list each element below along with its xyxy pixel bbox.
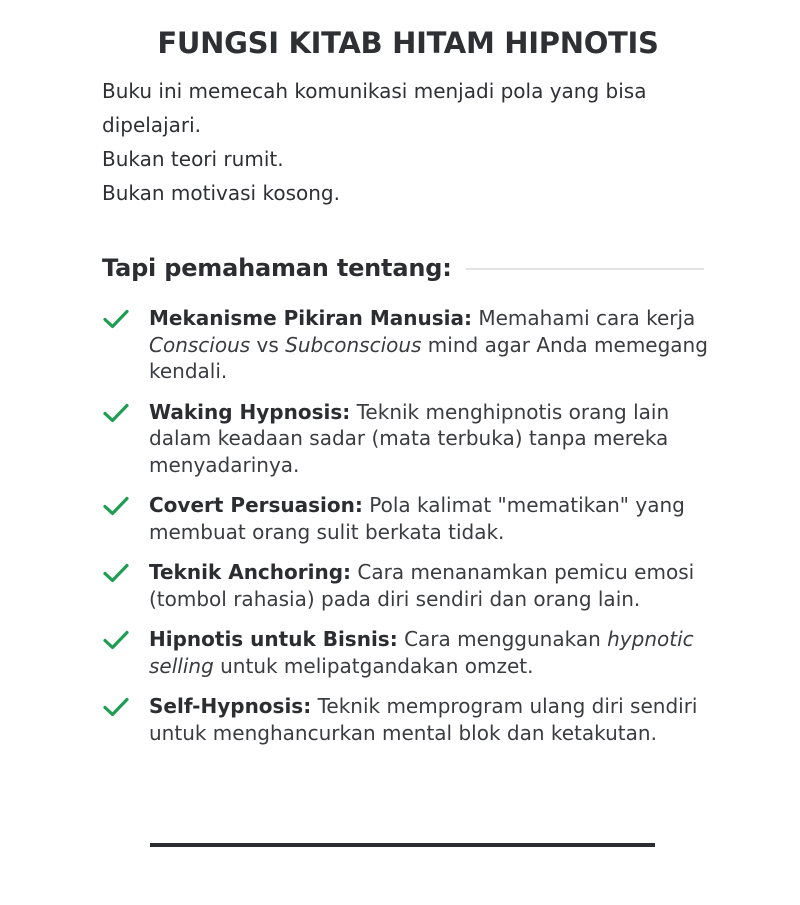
feature-text [149, 559, 712, 612]
feature-title: Mekanisme Pikiran Manusia: [149, 306, 472, 330]
feature-description: mind agar Anda memegang kendali. [149, 332, 708, 383]
feature-item-waking-hypnosis [102, 399, 712, 479]
feature-title: Hipnotis untuk Bisnis: [149, 627, 398, 651]
feature-text [149, 305, 712, 385]
feature-list [102, 305, 712, 760]
check-icon [102, 629, 130, 651]
feature-emphasis: Conscious [149, 332, 251, 357]
bottom-divider [150, 843, 655, 847]
feature-description: Teknik menghipnotis orang lain dalam keadaan sadar (mata terbuka) tanpa mereka menyadarinya. [149, 399, 670, 477]
feature-item-anchoring [102, 559, 712, 612]
feature-item-self-hypnosis [102, 693, 712, 746]
feature-description: untuk melipatgandakan omzet. [213, 653, 534, 678]
feature-emphasis: Subconscious [285, 332, 422, 357]
feature-title: Covert Persuasion: [149, 493, 363, 517]
check-icon [102, 308, 130, 330]
feature-text [149, 693, 712, 746]
feature-title: Teknik Anchoring: [149, 560, 352, 584]
feature-text [149, 492, 712, 545]
intro-line: Bukan motivasi kosong. [102, 181, 340, 205]
feature-description: Cara menggunakan [397, 627, 608, 651]
feature-title: Self-Hypnosis: [149, 694, 312, 718]
intro-line: Buku ini memecah komunikasi menjadi pola yang bisa dipelajari. [102, 79, 647, 137]
intro-line: Bukan teori rumit. [102, 147, 284, 171]
feature-title: Waking Hypnosis: [149, 399, 351, 424]
feature-description: Pola kalimat "mematikan" yang membuat orang sulit berkata tidak. [149, 493, 685, 544]
feature-item-mind-mechanism [102, 305, 712, 385]
feature-emphasis: hypnotic selling [149, 627, 694, 678]
check-icon [102, 495, 130, 517]
feature-description: Cara menanamkan pemicu emosi (tombol rahasia) pada diri sendiri dan orang lain. [149, 560, 695, 611]
feature-item-covert-persuasion [102, 492, 712, 545]
section-heading-text: Tapi pemahaman tentang: [102, 254, 452, 282]
feature-text [149, 399, 712, 479]
check-icon [102, 696, 130, 718]
feature-description: vs [250, 332, 286, 357]
section-heading [102, 250, 704, 286]
check-icon [102, 402, 130, 424]
check-icon [102, 562, 130, 584]
page-title: FUNGSI KITAB HITAM HIPNOTIS [157, 26, 659, 60]
intro-paragraph [102, 74, 682, 210]
feature-description: Memahami cara kerja [472, 306, 696, 330]
feature-description: Teknik memprogram ulang diri sendiri untuk menghancurkan mental blok dan ketakutan. [149, 694, 698, 745]
feature-text [149, 626, 712, 679]
feature-item-business-hypnosis [102, 626, 712, 679]
section-heading-divider [466, 268, 704, 270]
